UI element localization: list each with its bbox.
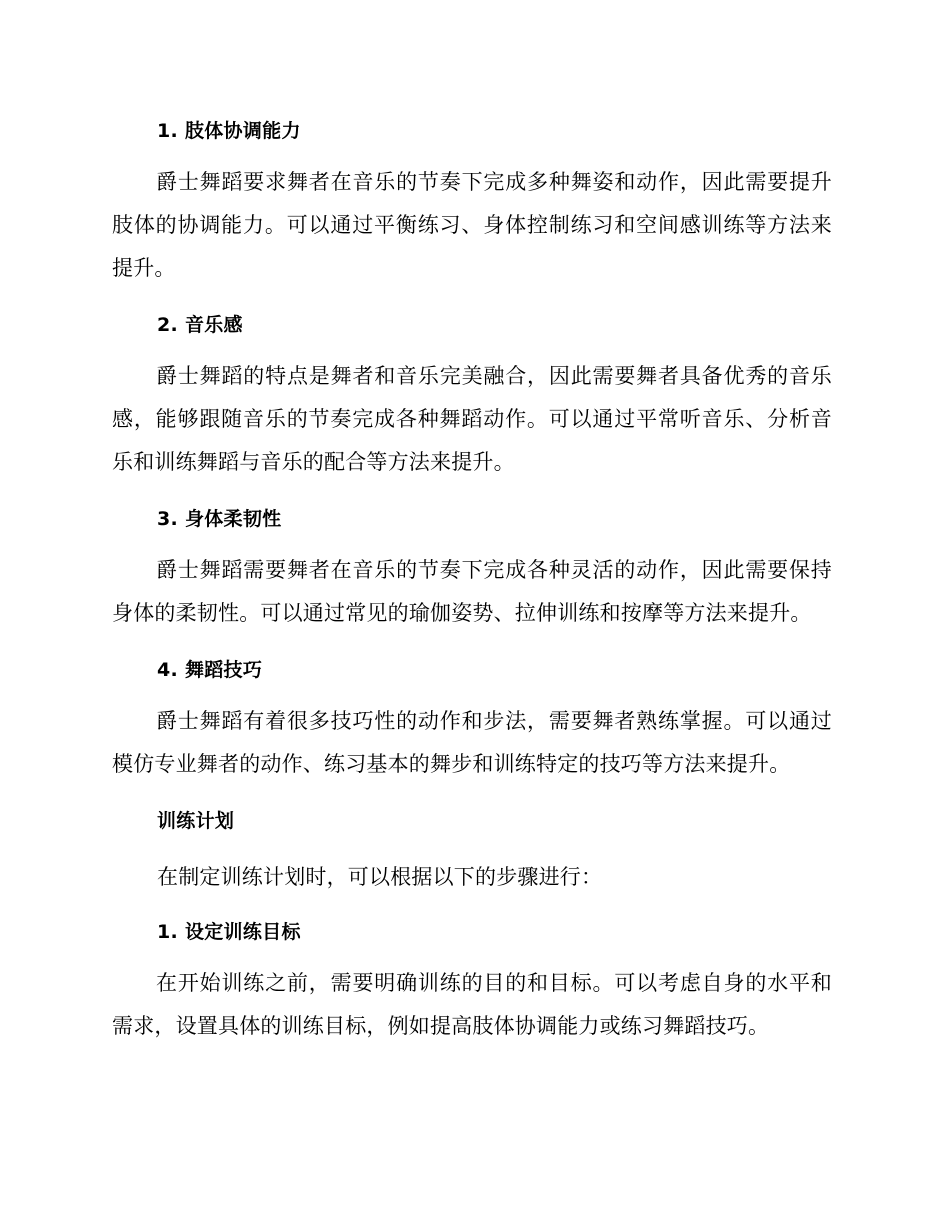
- section-heading-flexibility: 3. 身体柔韧性: [157, 508, 282, 530]
- training-plan-intro: 在制定训练计划时，可以根据以下的步骤进行：: [157, 865, 603, 889]
- section-body-musicality: 爵士舞蹈的特点是舞者和音乐完美融合，因此需要舞者具备优秀的音乐感，能够跟随音乐的节奏完成各种舞蹈动作。可以通过平常听音乐、分析音乐和训练舞蹈与音乐的配合等方法来提升。: [112, 364, 832, 474]
- section-body-limb-coordination: 爵士舞蹈要求舞者在音乐的节奏下完成多种舞姿和动作，因此需要提升肢体的协调能力。可以通过平衡练习、身体控制练习和空间感训练等方法来提升。: [112, 170, 832, 280]
- section-body-dance-technique: 爵士舞蹈有着很多技巧性的动作和步法，需要舞者熟练掌握。可以通过模仿专业舞者的动作、练习基本的舞步和训练特定的技巧等方法来提升。: [112, 709, 832, 776]
- section-body-flexibility: 爵士舞蹈需要舞者在音乐的节奏下完成各种灵活的动作，因此需要保持身体的柔韧性。可以通过常见的瑜伽姿势、拉伸训练和按摩等方法来提升。: [112, 558, 832, 625]
- section-heading-dance-technique: 4. 舞蹈技巧: [157, 659, 263, 681]
- section-heading-limb-coordination: 1. 肢体协调能力: [157, 120, 301, 142]
- training-plan-heading: 训练计划: [157, 810, 235, 832]
- section-heading-musicality: 2. 音乐感: [157, 314, 243, 336]
- step1-body: 在开始训练之前，需要明确训练的目的和目标。可以考虑自身的水平和需求，设置具体的训练目标，例如提高肢体协调能力或练习舞蹈技巧。: [112, 971, 832, 1038]
- step1-heading: 1. 设定训练目标: [157, 921, 301, 943]
